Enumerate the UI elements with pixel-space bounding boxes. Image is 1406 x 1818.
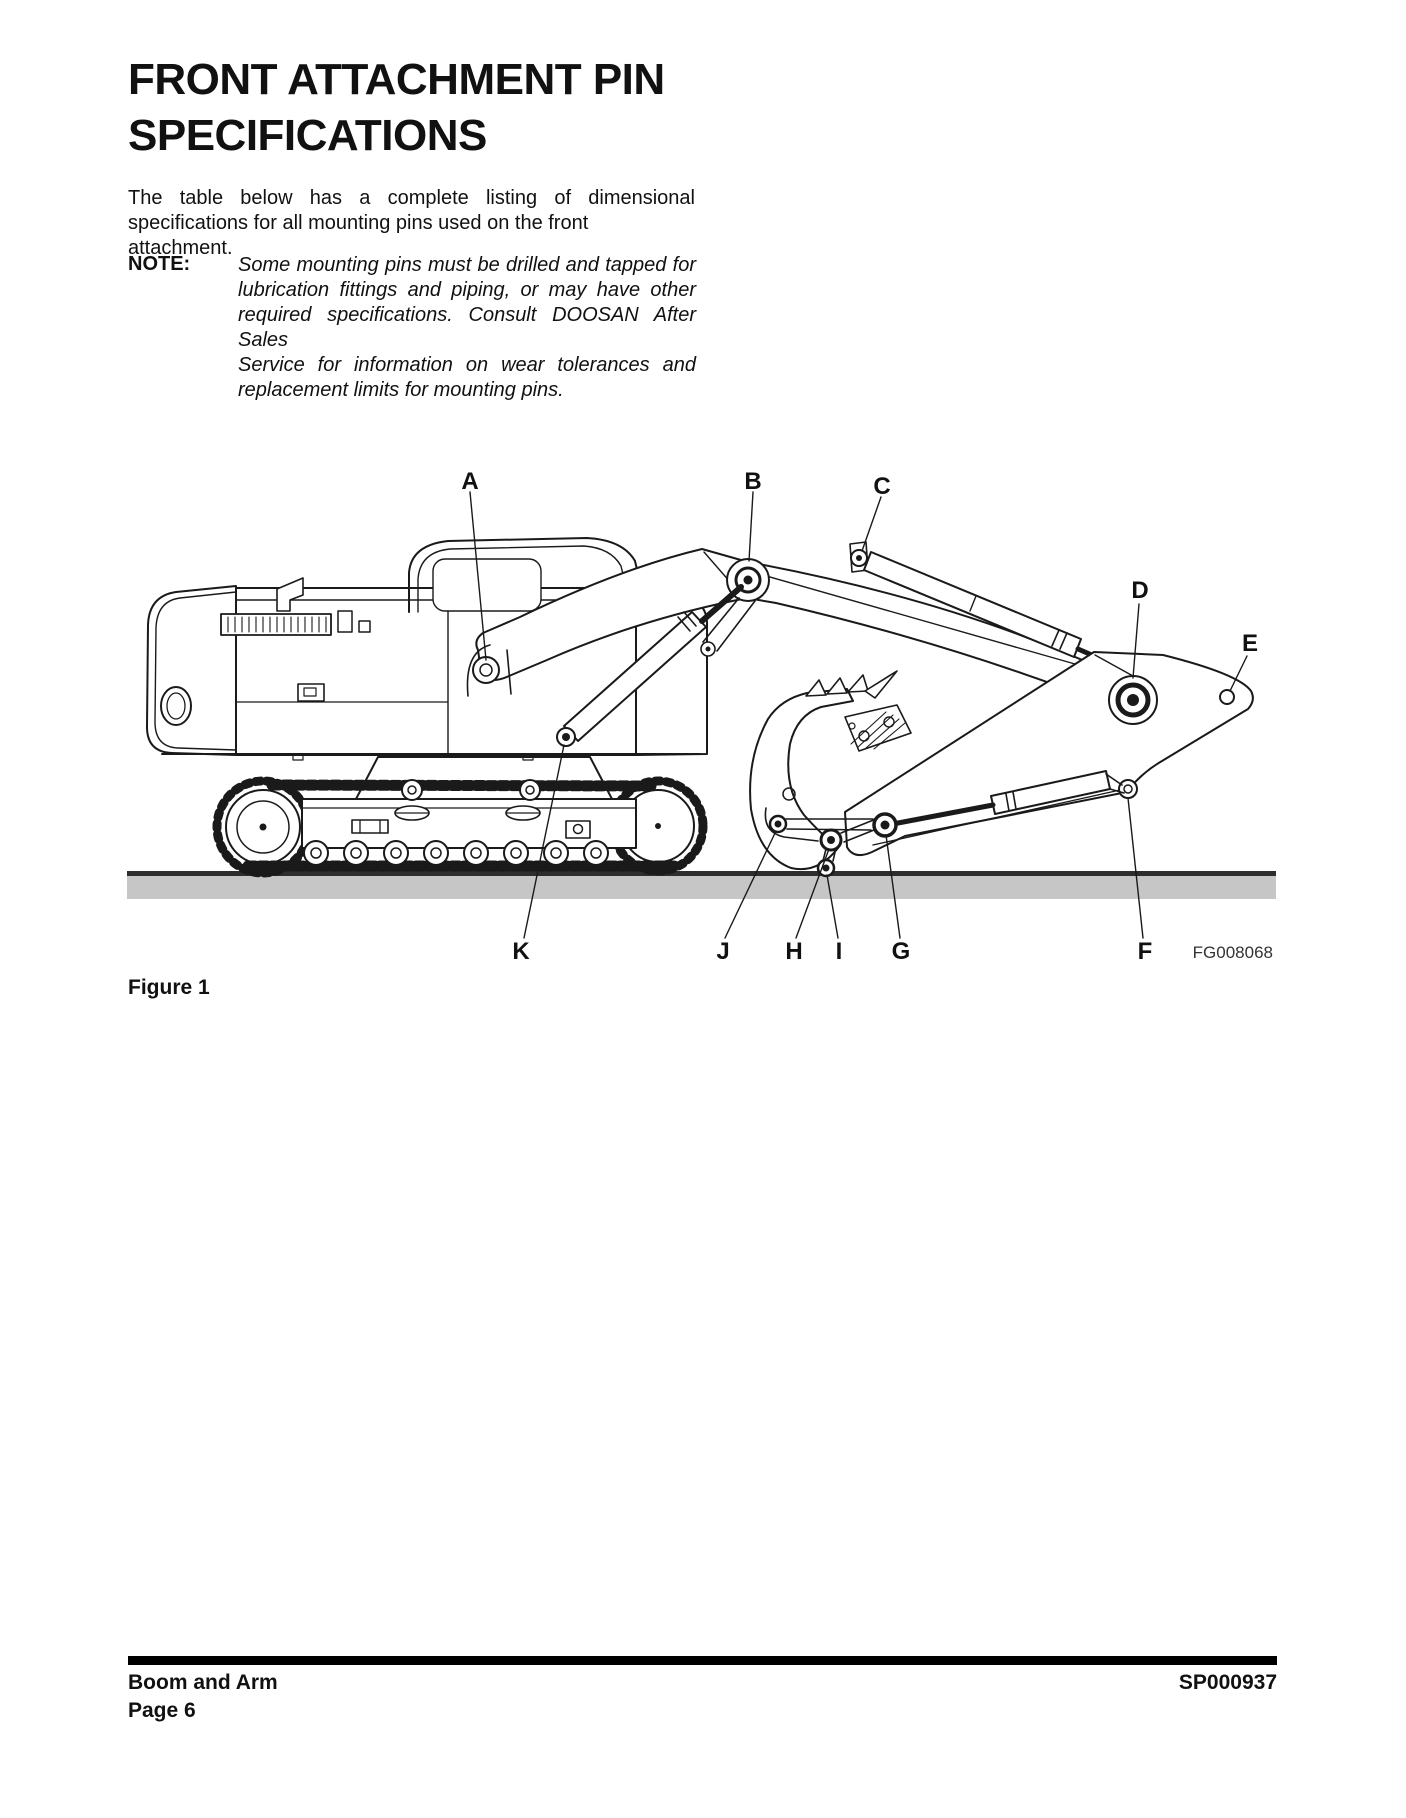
- pin-g-boss: [874, 814, 896, 836]
- bucket-teeth: [806, 671, 897, 698]
- pin-h-boss: [821, 830, 841, 850]
- callout-label-g: G: [891, 938, 911, 965]
- note-text: [238, 253, 696, 403]
- pin-j-boss: [770, 816, 786, 832]
- figure-caption: Figure 1: [128, 976, 210, 999]
- note-line: required specifications. Consult DOOSAN After Sales: [238, 304, 696, 351]
- pin-k-boss: [557, 728, 575, 746]
- pin-c-boss: [851, 550, 867, 566]
- callout-label-d: D: [1131, 577, 1149, 604]
- ground-strip: [127, 871, 1276, 899]
- note-line: Service for information on wear tolerances and: [238, 354, 696, 376]
- engine-grille: [221, 614, 331, 635]
- note-line: lubrication fittings and piping, or may have other: [238, 279, 696, 301]
- intro-paragraph: [128, 186, 695, 261]
- footer-section: Boom and Arm: [128, 1671, 278, 1694]
- intro-line: The table below has a complete listing of dimensional: [128, 187, 695, 209]
- footer-doc-number: SP000937: [1178, 1671, 1277, 1694]
- callout-label-i: I: [835, 938, 843, 965]
- crawler-track: [217, 757, 703, 873]
- intro-line: specifications for all mounting pins used on the front attachment.: [128, 212, 589, 259]
- page-title-line2: SPECIFICATIONS: [128, 111, 487, 160]
- callout-label-a: A: [461, 468, 479, 495]
- note-line: Some mounting pins must be drilled and tapped for: [238, 254, 696, 276]
- page-title: [128, 52, 828, 164]
- pin-f-boss: [1119, 780, 1137, 798]
- pin-a-boss: [473, 657, 499, 683]
- arm: [845, 652, 1253, 855]
- note-line: replacement limits for mounting pins.: [238, 379, 564, 401]
- callout-label-b: B: [744, 468, 762, 495]
- callout-label-c: C: [873, 473, 891, 500]
- callout-label-j: J: [716, 938, 730, 965]
- pin-e-boss: [1220, 690, 1234, 704]
- callout-label-f: F: [1137, 938, 1153, 965]
- callout-label-k: K: [512, 938, 530, 965]
- footer-page-number: Page 6: [128, 1699, 196, 1722]
- footer-rule: [128, 1656, 1277, 1665]
- pin-d-boss: [1109, 676, 1157, 724]
- note-label: NOTE:: [128, 253, 191, 275]
- callout-label-e: E: [1241, 630, 1259, 657]
- figure-image-code: FG008068: [1192, 943, 1273, 962]
- figure-drawing: [0, 438, 1406, 978]
- callout-label-h: H: [785, 938, 803, 965]
- page-title-line1: FRONT ATTACHMENT PIN: [128, 55, 665, 104]
